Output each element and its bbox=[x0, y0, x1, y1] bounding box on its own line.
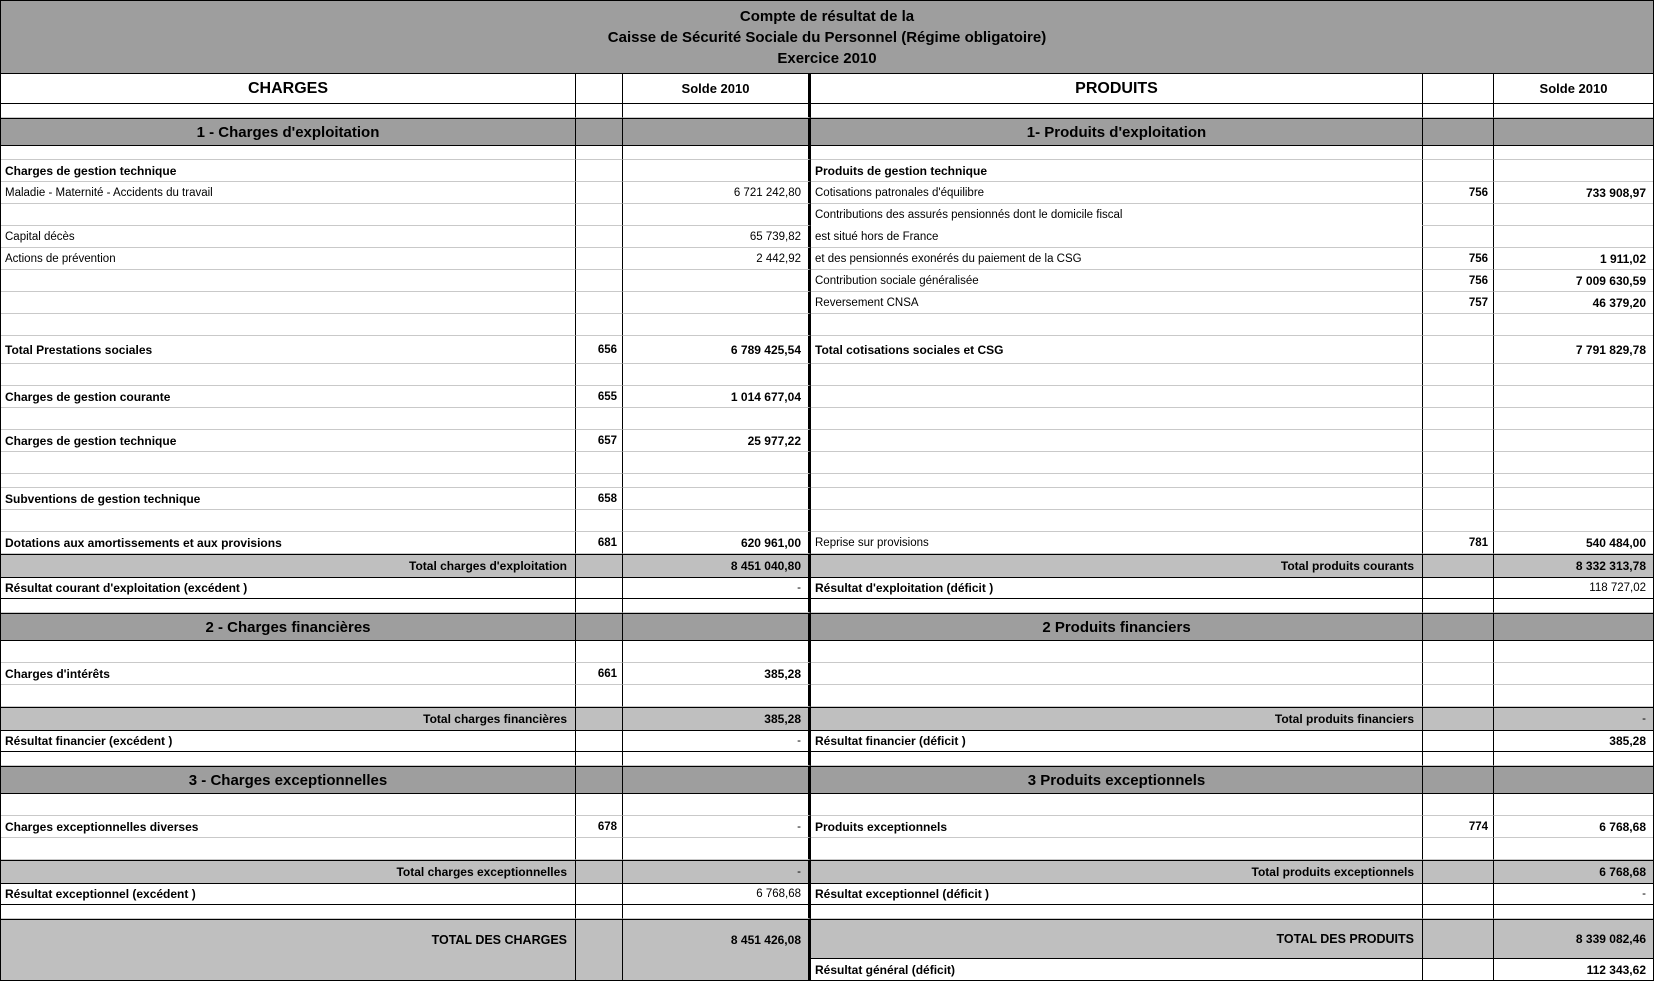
cell-left-code bbox=[576, 905, 623, 919]
cell-left-label: Charges exceptionnelles diverses bbox=[1, 816, 576, 838]
cell-right-amount: 1 911,02 bbox=[1494, 248, 1653, 270]
cell-right-label: Contribution sociale généralisée bbox=[811, 270, 1423, 292]
cell-left-amount bbox=[623, 752, 811, 766]
cell-left-label bbox=[1, 959, 576, 980]
cell-left-code bbox=[576, 314, 623, 336]
cell-right-code bbox=[1423, 794, 1494, 816]
column-header-row bbox=[1, 74, 1653, 104]
cell-left-amount bbox=[623, 794, 811, 816]
row-data bbox=[1, 204, 1653, 226]
cell-left-code bbox=[576, 292, 623, 314]
cell-right-label: Résultat général (déficit) bbox=[811, 959, 1423, 980]
cell-right-label: Résultat d'exploitation (déficit ) bbox=[811, 578, 1423, 599]
cell-right-code bbox=[1423, 919, 1494, 959]
cell-left-code: 658 bbox=[576, 488, 623, 510]
cell-left-amount bbox=[623, 204, 811, 226]
cell-right-code: 756 bbox=[1423, 182, 1494, 204]
cell-left-amount bbox=[623, 364, 811, 386]
title-band bbox=[1, 1, 1653, 74]
cell-right-label: Produits exceptionnels bbox=[811, 816, 1423, 838]
cell-right-amount: 112 343,62 bbox=[1586, 962, 1646, 977]
cell-right-label: Résultat exceptionnel (déficit ) bbox=[811, 884, 1423, 905]
cell-left-label bbox=[1, 146, 576, 160]
cell-left-code bbox=[576, 613, 623, 641]
cell-right-label: Total produits exceptionnels bbox=[811, 860, 1423, 884]
cell-left-amount bbox=[623, 641, 811, 663]
cell-right-amount bbox=[1494, 314, 1653, 336]
cell-right-label: Reversement CNSA bbox=[811, 292, 1423, 314]
cell-right-label bbox=[811, 474, 1423, 488]
cell-left-label: Total charges financières bbox=[1, 707, 576, 731]
row-spacer bbox=[1, 641, 1653, 663]
charges-column-header: CHARGES bbox=[1, 74, 576, 104]
row-data bbox=[1, 430, 1653, 452]
row-result bbox=[1, 884, 1653, 905]
cell-left-label: Actions de prévention bbox=[1, 248, 576, 270]
cell-left-amount: 385,28 bbox=[623, 707, 811, 731]
cell-left-label: Dotations aux amortissements et aux provisions bbox=[1, 532, 576, 554]
cell-right-code bbox=[1423, 663, 1494, 685]
cell-right-code bbox=[1423, 578, 1494, 599]
cell-right-amount bbox=[1494, 510, 1653, 532]
cell-right-amount: 6 768,68 bbox=[1494, 860, 1653, 884]
cell-right-amount: 385,28 bbox=[1494, 731, 1653, 752]
cell-left-amount bbox=[623, 838, 811, 860]
cell-right-label: Cotisations patronales d'équilibre bbox=[811, 182, 1423, 204]
cell-left-amount: - bbox=[623, 731, 811, 752]
cell-right-label: Reprise sur provisions bbox=[811, 532, 1423, 554]
row-grand bbox=[1, 919, 1653, 959]
title-line-3: Exercice 2010 bbox=[777, 49, 877, 67]
cell-right-code bbox=[1423, 599, 1494, 613]
cell-right-amount bbox=[1494, 408, 1653, 430]
cell-left-label bbox=[1, 270, 576, 292]
cell-right-amount bbox=[1494, 104, 1653, 118]
cell-left-label bbox=[1, 599, 576, 613]
cell-right-amount: - bbox=[1494, 707, 1653, 731]
cell-left-label bbox=[1, 838, 576, 860]
row-total bbox=[1, 554, 1653, 578]
cell-right-code bbox=[1423, 364, 1494, 386]
cell-left-amount: 620 961,00 bbox=[623, 532, 811, 554]
cell-left-amount: 65 739,82 bbox=[623, 226, 811, 248]
cell-right-code bbox=[1423, 314, 1494, 336]
cell-right-code bbox=[1423, 160, 1494, 182]
cell-left-code bbox=[576, 766, 623, 794]
cell-right-amount bbox=[1494, 766, 1653, 794]
cell-left-amount bbox=[623, 452, 811, 474]
cell-right-label bbox=[811, 510, 1423, 532]
cell-left-amount bbox=[623, 510, 811, 532]
cell-right-code bbox=[1423, 204, 1494, 226]
cell-right-label: TOTAL DES PRODUITS bbox=[811, 919, 1423, 959]
cell-right-amount bbox=[1494, 204, 1653, 226]
cell-left-code bbox=[576, 860, 623, 884]
cell-right-amount: 118 727,02 bbox=[1494, 578, 1653, 599]
cell-left-code bbox=[576, 104, 623, 118]
cell-left-amount: 8 451 426,08 bbox=[623, 919, 811, 959]
cell-right-amount bbox=[1494, 838, 1653, 860]
right-solde-column-header: Solde 2010 bbox=[1494, 74, 1653, 104]
cell-right-label bbox=[811, 794, 1423, 816]
row-data bbox=[1, 532, 1653, 554]
cell-right-label: est situé hors de France bbox=[811, 226, 1423, 248]
row-total bbox=[1, 860, 1653, 884]
cell-right-label bbox=[811, 905, 1423, 919]
title-line-1: Compte de résultat de la bbox=[739, 7, 915, 25]
cell-left-label: Maladie - Maternité - Accidents du travail bbox=[1, 182, 576, 204]
cell-left-code bbox=[576, 919, 623, 959]
cell-left-label: Capital décès bbox=[1, 226, 576, 248]
cell-left-label: Charges de gestion technique bbox=[1, 430, 576, 452]
cell-right-code bbox=[1423, 452, 1494, 474]
cell-left-label: Total Prestations sociales bbox=[1, 336, 576, 364]
cell-left-amount bbox=[623, 408, 811, 430]
cell-left-code bbox=[576, 452, 623, 474]
row-data bbox=[1, 248, 1653, 270]
cell-right-label: 2 Produits financiers bbox=[811, 613, 1423, 641]
cell-right-label bbox=[811, 599, 1423, 613]
cell-left-code: 661 bbox=[576, 663, 623, 685]
cell-left-label: 2 - Charges financières bbox=[1, 613, 576, 641]
cell-left-label: 3 - Charges exceptionnelles bbox=[1, 766, 576, 794]
cell-right-label: Total cotisations sociales et CSG bbox=[811, 336, 1423, 364]
row-data bbox=[1, 182, 1653, 204]
cell-left-code bbox=[576, 838, 623, 860]
row-spacer_xs bbox=[1, 474, 1653, 488]
cell-left-code bbox=[576, 794, 623, 816]
cell-left-amount bbox=[623, 292, 811, 314]
row-spacer_xs bbox=[1, 905, 1653, 919]
cell-right-code bbox=[1423, 474, 1494, 488]
cell-right-code bbox=[1423, 386, 1494, 408]
cell-right-code: 756 bbox=[1423, 270, 1494, 292]
cell-right-label: Total produits courants bbox=[811, 554, 1423, 578]
cell-right-label: Total produits financiers bbox=[811, 707, 1423, 731]
cell-right-amount: 46 379,20 bbox=[1494, 292, 1653, 314]
cell-left-code bbox=[576, 408, 623, 430]
cell-left-amount: 2 442,92 bbox=[623, 248, 811, 270]
cell-right-code bbox=[1423, 104, 1494, 118]
row-spacer bbox=[1, 452, 1653, 474]
row-data bbox=[1, 160, 1653, 182]
cell-left-code bbox=[576, 685, 623, 707]
row-total bbox=[1, 707, 1653, 731]
statement-rows bbox=[1, 104, 1653, 980]
cell-left-label bbox=[1, 685, 576, 707]
cell-left-label bbox=[1, 452, 576, 474]
cell-right-label bbox=[811, 685, 1423, 707]
cell-right-amount bbox=[1494, 452, 1653, 474]
cell-right-amount bbox=[1494, 752, 1653, 766]
cell-right-code bbox=[1423, 613, 1494, 641]
row-section bbox=[1, 766, 1653, 794]
cell-right-amount: 540 484,00 bbox=[1494, 532, 1653, 554]
cell-left-label bbox=[1, 104, 576, 118]
row-result bbox=[1, 731, 1653, 752]
cell-right-label bbox=[811, 146, 1423, 160]
cell-right-amount bbox=[1494, 663, 1653, 685]
cell-right-amount bbox=[1494, 685, 1653, 707]
row-spacer bbox=[1, 314, 1653, 336]
cell-right-code bbox=[1423, 146, 1494, 160]
row-spacer bbox=[1, 794, 1653, 816]
cell-left-amount: - bbox=[623, 816, 811, 838]
cell-right-code bbox=[1423, 336, 1494, 364]
cell-right-amount: 7 791 829,78 bbox=[1494, 336, 1653, 364]
row-section bbox=[1, 613, 1653, 641]
cell-left-code: 681 bbox=[576, 532, 623, 554]
row-spacer_xs bbox=[1, 599, 1653, 613]
row-result bbox=[1, 578, 1653, 599]
right-code-column-header bbox=[1423, 74, 1494, 104]
cell-right-amount bbox=[1494, 613, 1653, 641]
cell-left-amount bbox=[623, 270, 811, 292]
cell-right-amount: 7 009 630,59 bbox=[1494, 270, 1653, 292]
cell-right-label: 3 Produits exceptionnels bbox=[811, 766, 1423, 794]
row-spacer_xs bbox=[1, 146, 1653, 160]
cell-right-code: 774 bbox=[1423, 816, 1494, 838]
cell-left-label bbox=[1, 641, 576, 663]
left-code-column-header bbox=[576, 74, 623, 104]
cell-right-label: Résultat financier (déficit ) bbox=[811, 731, 1423, 752]
cell-right-label bbox=[811, 452, 1423, 474]
cell-left-amount: 6 789 425,54 bbox=[623, 336, 811, 364]
cell-right-label bbox=[811, 104, 1423, 118]
cell-left-code bbox=[576, 364, 623, 386]
cell-left-label bbox=[1, 474, 576, 488]
cell-right-label bbox=[811, 408, 1423, 430]
cell-left-code bbox=[576, 204, 623, 226]
cell-left-amount bbox=[623, 160, 811, 182]
cell-left-code bbox=[576, 270, 623, 292]
cell-left-code: 655 bbox=[576, 386, 623, 408]
cell-left-amount bbox=[623, 104, 811, 118]
cell-left-code bbox=[576, 118, 623, 146]
cell-left-label: Résultat exceptionnel (excédent ) bbox=[1, 884, 576, 905]
cell-left-code bbox=[576, 578, 623, 599]
cell-right-amount bbox=[1494, 488, 1653, 510]
row-data bbox=[1, 386, 1653, 408]
cell-right-label: Produits de gestion technique bbox=[811, 160, 1423, 182]
cell-left-code bbox=[576, 641, 623, 663]
cell-left-label bbox=[1, 752, 576, 766]
cell-right-amount: 733 908,97 bbox=[1494, 182, 1653, 204]
cell-left-code bbox=[576, 731, 623, 752]
row-data bbox=[1, 488, 1653, 510]
cell-left-label bbox=[1, 510, 576, 532]
cell-left-amount: - bbox=[623, 578, 811, 599]
cell-right-code bbox=[1423, 226, 1494, 248]
cell-left-amount: - bbox=[623, 860, 811, 884]
cell-right-amount bbox=[1494, 794, 1653, 816]
row-data bbox=[1, 270, 1653, 292]
cell-left-code bbox=[576, 599, 623, 613]
cell-right-code bbox=[1423, 430, 1494, 452]
cell-left-label: Total charges exceptionnelles bbox=[1, 860, 576, 884]
cell-left-label bbox=[1, 204, 576, 226]
cell-left-code bbox=[576, 226, 623, 248]
cell-left-label: Résultat financier (excédent ) bbox=[1, 731, 576, 752]
row-spacer bbox=[1, 685, 1653, 707]
cell-right-code bbox=[1423, 884, 1494, 905]
cell-right-code: 781 bbox=[1423, 532, 1494, 554]
cell-right-code: 756 bbox=[1423, 248, 1494, 270]
cell-left-amount bbox=[623, 905, 811, 919]
cell-left-amount bbox=[623, 766, 811, 794]
cell-right-label bbox=[811, 364, 1423, 386]
cell-left-label bbox=[1, 292, 576, 314]
cell-left-amount bbox=[623, 613, 811, 641]
cell-left-code: 657 bbox=[576, 430, 623, 452]
cell-right-amount: - bbox=[1494, 884, 1653, 905]
cell-right-code bbox=[1423, 641, 1494, 663]
row-spacer bbox=[1, 364, 1653, 386]
cell-left-code bbox=[576, 554, 623, 578]
row-spacer bbox=[1, 408, 1653, 430]
cell-right-code bbox=[1423, 408, 1494, 430]
cell-left-amount: 1 014 677,04 bbox=[623, 386, 811, 408]
cell-left-code bbox=[576, 160, 623, 182]
cell-left-amount: 385,28 bbox=[623, 663, 811, 685]
title-line-2: Caisse de Sécurité Sociale du Personnel (Régime obligatoire) bbox=[607, 28, 1047, 46]
cell-left-amount bbox=[623, 146, 811, 160]
cell-right-code bbox=[1423, 752, 1494, 766]
cell-left-label: TOTAL DES CHARGES bbox=[1, 919, 576, 959]
cell-right-amount bbox=[1494, 118, 1653, 146]
cell-left-code bbox=[576, 182, 623, 204]
cell-right-code bbox=[1423, 554, 1494, 578]
cell-right-label: 1- Produits d'exploitation bbox=[811, 118, 1423, 146]
cell-right-label: Contributions des assurés pensionnés dont le domicile fiscal bbox=[811, 204, 1423, 226]
cell-right-amount bbox=[1494, 386, 1653, 408]
cell-left-amount: 6 721 242,80 bbox=[623, 182, 811, 204]
cell-left-amount: 8 451 040,80 bbox=[623, 554, 811, 578]
row-data bbox=[1, 816, 1653, 838]
cell-right-label bbox=[811, 314, 1423, 336]
cell-right-code: 757 bbox=[1423, 292, 1494, 314]
cell-left-code bbox=[576, 959, 623, 980]
cell-left-code: 678 bbox=[576, 816, 623, 838]
cell-right-amount bbox=[1494, 160, 1653, 182]
cell-left-code bbox=[576, 146, 623, 160]
cell-right-code bbox=[1423, 959, 1494, 980]
cell-right-label bbox=[811, 838, 1423, 860]
cell-right-code bbox=[1423, 510, 1494, 532]
cell-right-amount: 8 332 313,78 bbox=[1494, 554, 1653, 578]
cell-left-label: 1 - Charges d'exploitation bbox=[1, 118, 576, 146]
cell-left-amount bbox=[623, 474, 811, 488]
cell-left-amount bbox=[623, 118, 811, 146]
cell-left-label bbox=[1, 794, 576, 816]
row-data bbox=[1, 292, 1653, 314]
cell-left-amount: 25 977,22 bbox=[623, 430, 811, 452]
cell-left-amount bbox=[623, 314, 811, 336]
row-data_tall bbox=[1, 336, 1653, 364]
cell-left-code: 656 bbox=[576, 336, 623, 364]
cell-left-label bbox=[1, 314, 576, 336]
cell-right-amount: 6 768,68 bbox=[1494, 816, 1653, 838]
cell-right-code bbox=[1423, 838, 1494, 860]
cell-left-code bbox=[576, 752, 623, 766]
cell-right-code bbox=[1423, 766, 1494, 794]
cell-left-label bbox=[1, 364, 576, 386]
cell-left-amount bbox=[623, 959, 811, 980]
cell-right-amount bbox=[1494, 641, 1653, 663]
produits-column-header: PRODUITS bbox=[811, 74, 1423, 104]
cell-right-amount bbox=[1494, 226, 1653, 248]
cell-right-label bbox=[811, 663, 1423, 685]
cell-right-amount bbox=[1494, 146, 1653, 160]
cell-left-amount: 6 768,68 bbox=[623, 884, 811, 905]
row-spacer_xs bbox=[1, 752, 1653, 766]
left-solde-column-header: Solde 2010 bbox=[623, 74, 811, 104]
cell-right-code bbox=[1423, 731, 1494, 752]
cell-left-label: Charges d'intérêts bbox=[1, 663, 576, 685]
cell-left-code bbox=[576, 474, 623, 488]
cell-left-amount bbox=[623, 599, 811, 613]
cell-right-amount bbox=[1494, 905, 1653, 919]
cell-right-label bbox=[811, 430, 1423, 452]
cell-left-label: Charges de gestion technique bbox=[1, 160, 576, 182]
cell-left-label bbox=[1, 408, 576, 430]
cell-right-amount bbox=[1494, 430, 1653, 452]
cell-left-label: Charges de gestion courante bbox=[1, 386, 576, 408]
cell-right-label: et des pensionnés exonérés du paiement de la CSG bbox=[811, 248, 1423, 270]
cell-left-amount bbox=[623, 685, 811, 707]
cell-left-label: Total charges d'exploitation bbox=[1, 554, 576, 578]
cell-left-code bbox=[576, 248, 623, 270]
cell-right-amount: 8 339 082,46 bbox=[1494, 919, 1653, 959]
row-spacer_xs bbox=[1, 104, 1653, 118]
cell-left-code bbox=[576, 510, 623, 532]
cell-left-amount bbox=[623, 488, 811, 510]
cell-right-code bbox=[1423, 905, 1494, 919]
cell-left-label: Résultat courant d'exploitation (excédent ) bbox=[1, 578, 576, 599]
row-final bbox=[1, 959, 1653, 980]
cell-right-code bbox=[1423, 860, 1494, 884]
cell-right-code bbox=[1423, 685, 1494, 707]
row-data bbox=[1, 663, 1653, 685]
cell-right-label bbox=[811, 752, 1423, 766]
cell-right-amount bbox=[1494, 599, 1653, 613]
cell-right-amount bbox=[1494, 364, 1653, 386]
cell-right-code bbox=[1423, 488, 1494, 510]
cell-right-label bbox=[811, 386, 1423, 408]
cell-right-code bbox=[1423, 118, 1494, 146]
cell-left-code bbox=[576, 707, 623, 731]
row-section bbox=[1, 118, 1653, 146]
row-spacer bbox=[1, 510, 1653, 532]
cell-right-label bbox=[811, 488, 1423, 510]
cell-left-label bbox=[1, 905, 576, 919]
cell-right-label bbox=[811, 641, 1423, 663]
row-spacer bbox=[1, 838, 1653, 860]
row-data bbox=[1, 226, 1653, 248]
cell-left-label: Subventions de gestion technique bbox=[1, 488, 576, 510]
cell-right-amount bbox=[1494, 474, 1653, 488]
cell-left-code bbox=[576, 884, 623, 905]
cell-right-code bbox=[1423, 707, 1494, 731]
